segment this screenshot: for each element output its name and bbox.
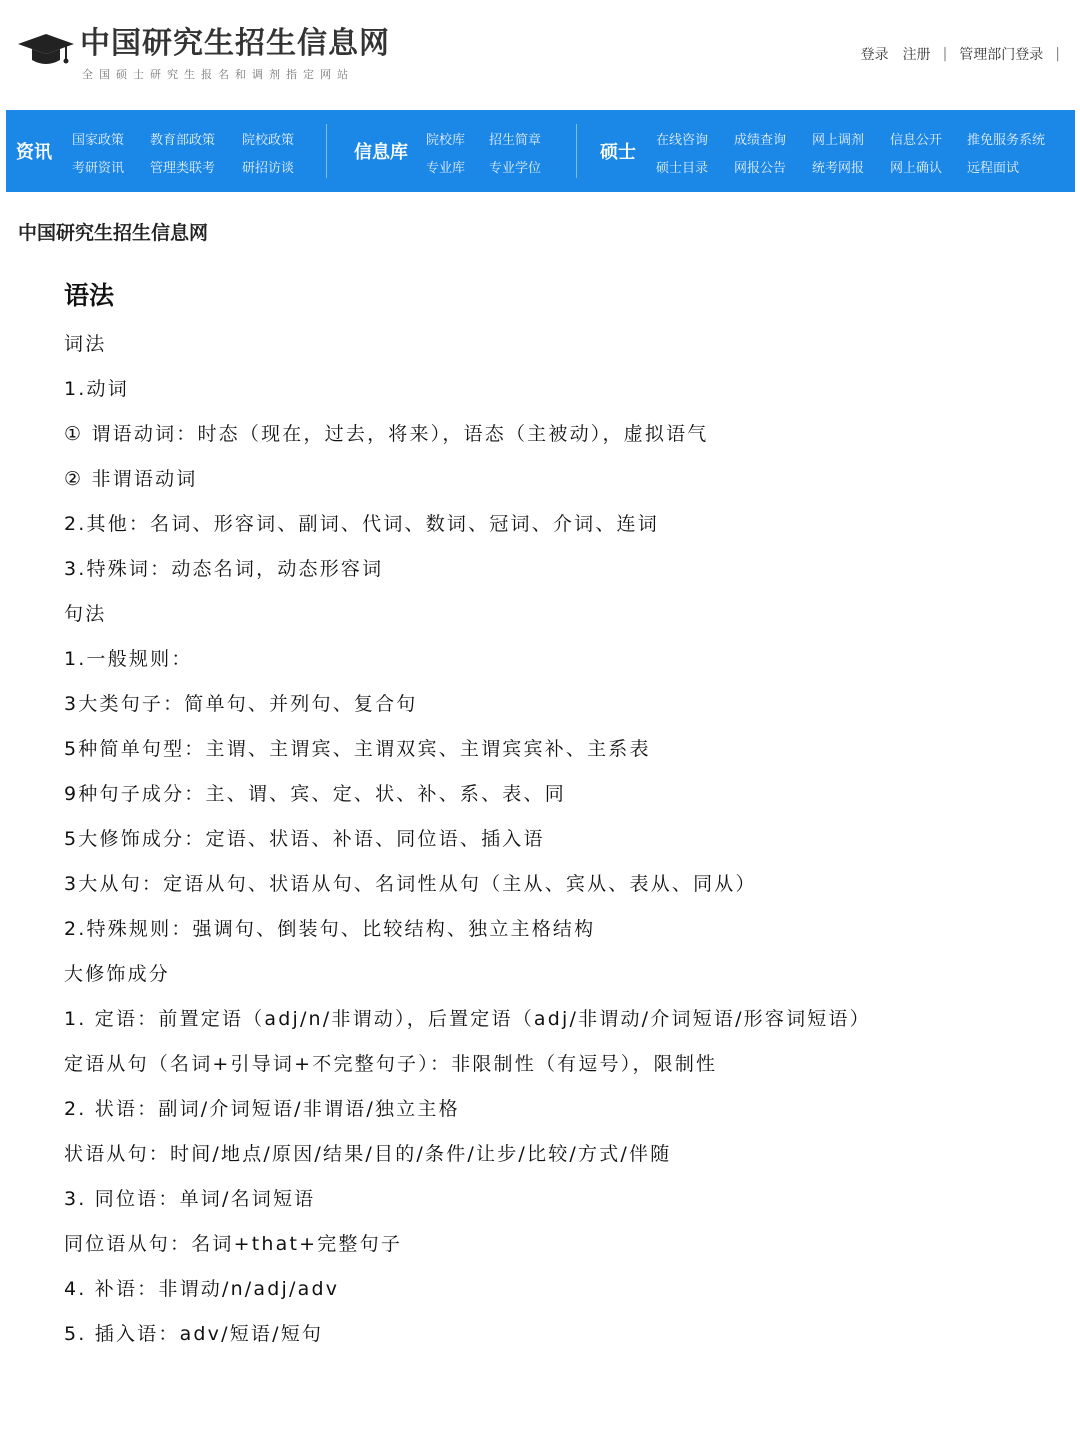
- article-line: 5大修饰成分：定语、状语、补语、同位语、插入语: [64, 828, 545, 850]
- article-line: 1.动词: [64, 378, 129, 400]
- article-line: 状语从句：时间/地点/原因/结果/目的/条件/让步/比较/方式/伴随: [64, 1143, 672, 1165]
- graduation-cap-icon: [16, 30, 76, 70]
- article-line: 大修饰成分: [64, 963, 171, 985]
- article-line: 1. 定语：前置定语（adj/n/非谓动），后置定语（adj/非谓动/介词短语/形容词短语）: [64, 1008, 871, 1030]
- nav-link[interactable]: 考研资讯: [72, 161, 125, 176]
- nav-link[interactable]: 推免服务系统: [967, 133, 1046, 148]
- article-body: [64, 276, 1044, 1357]
- nav-link[interactable]: 信息公开: [890, 133, 943, 148]
- nav-link[interactable]: 网上确认: [890, 161, 943, 176]
- article-line: 2.特殊规则：强调句、倒装句、比较结构、独立主格结构: [64, 918, 596, 940]
- article-line: 词法: [64, 333, 107, 355]
- nav-group-masters[interactable]: 硕士: [600, 142, 636, 163]
- nav-link[interactable]: 专业库: [426, 161, 466, 176]
- site-title: 中国研究生招生信息网: [18, 222, 209, 244]
- article-title: 语法: [64, 281, 115, 310]
- logo-title: 中国研究生招生信息网: [80, 26, 390, 61]
- admin-login-link[interactable]: 管理部门登录: [959, 47, 1044, 63]
- site-logo[interactable]: [16, 26, 390, 82]
- nav-link[interactable]: 国家政策: [72, 133, 125, 148]
- article-line: 同位语从句：名词+that+完整句子: [64, 1233, 403, 1255]
- nav-link[interactable]: 院校政策: [242, 133, 295, 148]
- nav-link[interactable]: 院校库: [426, 133, 466, 148]
- site-header: [0, 0, 1080, 108]
- nav-divider: [326, 124, 327, 178]
- nav-link[interactable]: 研招访谈: [242, 161, 295, 176]
- article-line: 3大类句子：简单句、并列句、复合句: [64, 693, 418, 715]
- article-line: 2. 状语：副词/介词短语/非谓语/独立主格: [64, 1098, 460, 1120]
- nav-link[interactable]: 在线咨询: [656, 133, 709, 148]
- nav-divider: [576, 124, 577, 178]
- article-line: 3.特殊词：动态名词，动态形容词: [64, 558, 384, 580]
- nav-group-news[interactable]: 资讯: [16, 142, 52, 163]
- nav-link[interactable]: 管理类联考: [150, 161, 216, 176]
- nav-link[interactable]: 远程面试: [967, 161, 1020, 176]
- article-line: 3. 同位语：单词/名词短语: [64, 1188, 316, 1210]
- account-links: [861, 44, 1072, 64]
- nav-link[interactable]: 统考网报: [812, 161, 865, 176]
- article-line: 1.一般规则：: [64, 648, 193, 670]
- nav-link[interactable]: 成绩查询: [734, 133, 787, 148]
- article-line: 句法: [64, 603, 107, 625]
- article-line: 5种简单句型：主谓、主谓宾、主谓双宾、主谓宾宾补、主系表: [64, 738, 651, 760]
- article-line: ② 非谓语动词: [64, 468, 198, 490]
- article-line: 9种句子成分：主、谓、宾、定、状、补、系、表、同: [64, 783, 566, 805]
- register-link[interactable]: 注册: [902, 47, 931, 63]
- article-line: 4. 补语：非谓动/n/adj/adv: [64, 1278, 340, 1300]
- article-line: ① 谓语动词：时态（现在，过去，将来），语态（主被动），虚拟语气: [64, 423, 709, 445]
- separator: |: [942, 46, 948, 62]
- article-line: 3大从句：定语从句、状语从句、名词性从句（主从、宾从、表从、同从）: [64, 873, 757, 895]
- article-line: 定语从句（名词+引导词+不完整句子）：非限制性（有逗号），限制性: [64, 1053, 718, 1075]
- main-nav: [6, 110, 1075, 192]
- article-line: 2.其他：名词、形容词、副词、代词、数词、冠词、介词、连词: [64, 513, 659, 535]
- logo-subtitle: 全国硕士研究生报名和调剂指定网站: [82, 68, 354, 81]
- article-line: 5. 插入语：adv/短语/短句: [64, 1323, 324, 1345]
- nav-group-database[interactable]: 信息库: [354, 142, 408, 163]
- nav-link[interactable]: 专业学位: [489, 161, 542, 176]
- nav-link[interactable]: 教育部政策: [150, 133, 216, 148]
- nav-link[interactable]: 网报公告: [734, 161, 787, 176]
- nav-link[interactable]: 招生简章: [489, 133, 542, 148]
- nav-link[interactable]: 硕士目录: [656, 161, 709, 176]
- login-link[interactable]: 登录: [860, 47, 889, 63]
- separator: |: [1055, 46, 1060, 62]
- nav-link[interactable]: 网上调剂: [812, 133, 865, 148]
